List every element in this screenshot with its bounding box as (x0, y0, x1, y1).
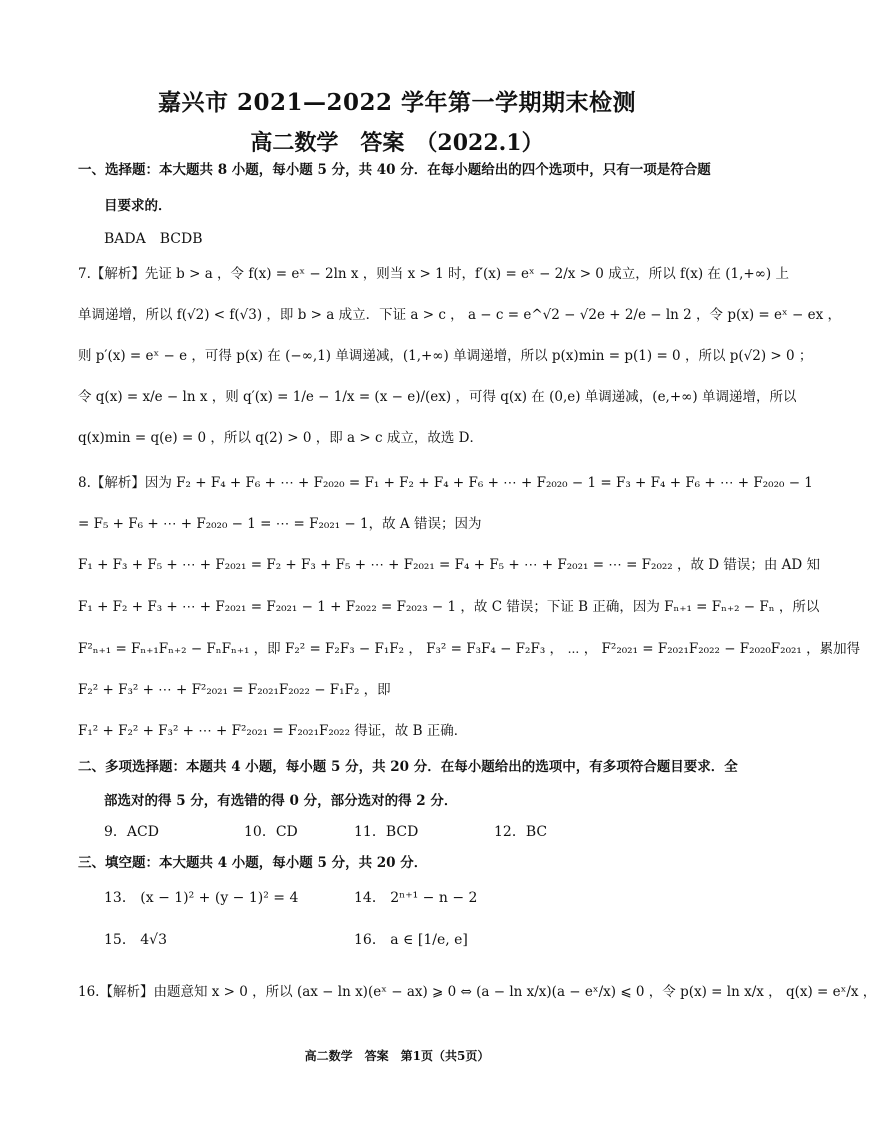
answer-11: 11．BCD (354, 824, 419, 840)
q8-line-7: F₁² + F₂² + F₃² + ⋯ + F²₂₀₂₁ = F₂₀₂₁F₂₀₂₂ 得证，故 B 正确． (78, 723, 468, 739)
q7-line-5: q(x)min = q(e) = 0 ，所以 q(2) > 0 ，即 a > c 成立，故选 D． (78, 430, 483, 446)
document-subtitle: 高二数学 答案 （2022.1） (250, 130, 544, 156)
answer-16: 16． a ∈ [1/e, e] (354, 932, 468, 948)
document-title: 嘉兴市 2021—2022 学年第一学期期末检测 (157, 89, 637, 116)
q8-line-6: F₂² + F₃² + ⋯ + F²₂₀₂₁ = F₂₀₂₁F₂₀₂₂ − F₁F₂ ，即 (78, 682, 391, 698)
section2-heading-cont: 部选对的得 5 分，有选错的得 0 分，部分选对的得 2 分． (104, 793, 458, 809)
answer-12: 12．BC (494, 824, 548, 840)
choice-answers: BADA BCDB (104, 231, 203, 247)
q8-line-2: = F₅ + F₆ + ⋯ + F₂₀₂₀ − 1 = ⋯ = F₂₀₂₁ − 1，故 A 错误；因为 (78, 516, 482, 532)
answer-13: 13． (x − 1)² + (y − 1)² = 4 (104, 890, 299, 906)
answer-14: 14． 2ⁿ⁺¹ − n − 2 (354, 890, 478, 906)
section2-heading: 二、多项选择题：本题共 4 小题，每小题 5 分，共 20 分．在每小题给出的选项中，有多项符合题目要求．全 (78, 759, 738, 775)
q8-line-3: F₁ + F₃ + F₅ + ⋯ + F₂₀₂₁ = F₂ + F₃ + F₅ + ⋯ + F₂₀₂₁ = F₄ + F₅ + ⋯ + F₂₀₂₁ = ⋯ = F₂₀₂₂ ，故 D 错误；由 AD 知 (78, 557, 821, 573)
q7-line-4: 令 q(x) = x/e − ln x ，则 q′(x) = 1/e − 1/x = (x − e)/(ex) ，可得 q(x) 在 (0,e) 单调递减，(e,+∞) 单调递增，所以 (78, 389, 797, 405)
q7-line-2: 单调递增，所以 f(√2) < f(√3) ，即 b > a 成立．下证 a > c ， a − c = e^√2 − √2e + 2/e − ln 2 ，令 p(x) = eˣ − ex ， (78, 307, 841, 323)
q8-line-5: F²ₙ₊₁ = Fₙ₊₁Fₙ₊₂ − FₙFₙ₊₁ ，即 F₂² = F₂F₃ − F₁F₂ ， F₃² = F₃F₄ − F₂F₃ ， ⋯ ， F²₂₀₂₁ = F₂₀₂₁F₂₀₂₂ − F₂₀₂₀F₂₀₂₁ ，累加得 (78, 641, 861, 657)
q16-line-1: 16.【解析】由题意知 x > 0 ，所以 (ax − ln x)(eˣ − ax) ⩾ 0 ⇔ (a − ln x/x)(a − eˣ/x) ⩽ 0 ，令 p(x) = ln x/x ， q(x) = eˣ/x ， (78, 984, 876, 1000)
section3-heading: 三、填空题：本大题共 4 小题，每小题 5 分，共 20 分． (78, 855, 428, 871)
page-footer: 高二数学 答案 第1页（共5页） (304, 1049, 490, 1063)
q7-line-3: 则 p′(x) = eˣ − e ，可得 p(x) 在 (−∞,1) 单调递减，(1,+∞) 单调递增，所以 p(x)min = p(1) = 0 ，所以 p(√2) > 0 ； (78, 348, 813, 364)
answer-15: 15． 4√3 (104, 932, 167, 948)
section1-heading-cont: 目要求的． (104, 198, 172, 214)
q8-line-4: F₁ + F₂ + F₃ + ⋯ + F₂₀₂₁ = F₂₀₂₁ − 1 + F₂₀₂₂ = F₂₀₂₃ − 1 ，故 C 错误；下证 B 正确，因为 Fₙ₊₁ = Fₙ₊₂ − Fₙ ，所以 (78, 599, 820, 615)
q8-line-1: 8.【解析】因为 F₂ + F₄ + F₆ + ⋯ + F₂₀₂₀ = F₁ + F₂ + F₄ + F₆ + ⋯ + F₂₀₂₀ − 1 = F₃ + F₄ + F₆ + ⋯ + F₂₀₂₀ − 1 (78, 475, 813, 491)
answer-10: 10．CD (244, 824, 298, 840)
answer-9: 9．ACD (104, 824, 159, 840)
section1-heading: 一、选择题：本大题共 8 小题，每小题 5 分，共 40 分．在每小题给出的四个选项中，只有一项是符合题 (78, 162, 711, 178)
q7-line-1: 7.【解析】先证 b > a ，令 f(x) = eˣ − 2ln x ，则当 x > 1 时，f′(x) = eˣ − 2/x > 0 成立，所以 f(x) 在 (1,+∞) 上 (78, 266, 789, 282)
